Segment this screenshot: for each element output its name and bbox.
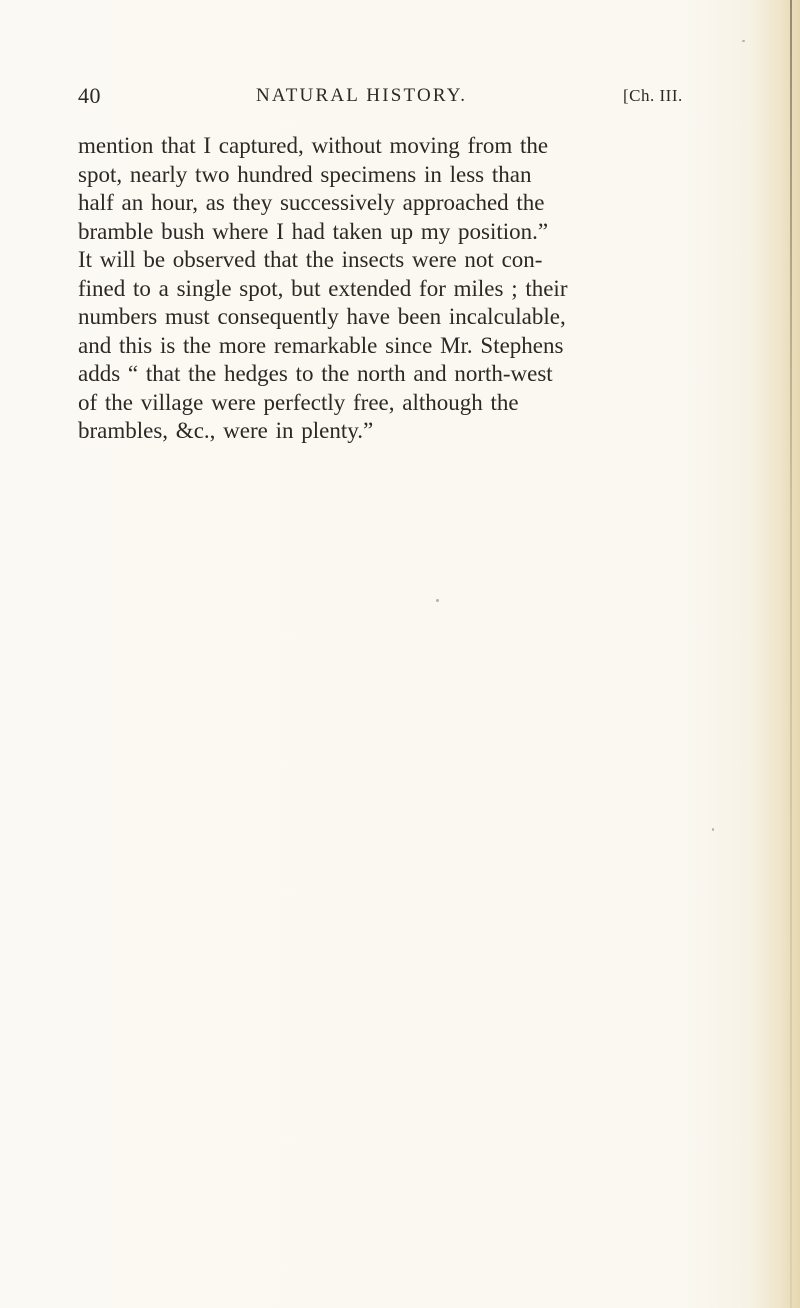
body-paragraph [78, 132, 718, 446]
text-line: brambles, &c., were in plenty.” [78, 418, 374, 443]
text-line: It will be observed that the insects were not con- [78, 247, 543, 272]
text-line: fined to a single spot, but extended for miles ; their [78, 275, 568, 301]
paper-speck [712, 828, 714, 831]
text-line: spot, nearly two hundred specimens in less than [78, 161, 532, 187]
text-line: bramble bush where I had taken up my position.” [78, 218, 549, 244]
text-line: half an hour, as they successively approached the [78, 190, 545, 215]
text-line: mention that I captured, without moving from the [78, 133, 549, 158]
text-line: and this is the more remarkable since Mr. Stephens [78, 332, 564, 358]
text-line: adds “ that the hedges to the north and north-west [78, 361, 553, 386]
text-line: of the village were perfectly free, although the [78, 389, 519, 415]
paper-speck [436, 599, 439, 602]
page-gutter-shadow [748, 0, 800, 1308]
running-title: NATURAL HISTORY. [256, 85, 468, 106]
chapter-reference: [Ch. III. [623, 86, 683, 105]
text-line: numbers must consequently have been incalculable, [78, 304, 566, 329]
running-head [78, 83, 714, 113]
page-gutter-edge [790, 0, 792, 1308]
page-number: 40 [78, 83, 101, 108]
paper-speck [742, 40, 745, 42]
